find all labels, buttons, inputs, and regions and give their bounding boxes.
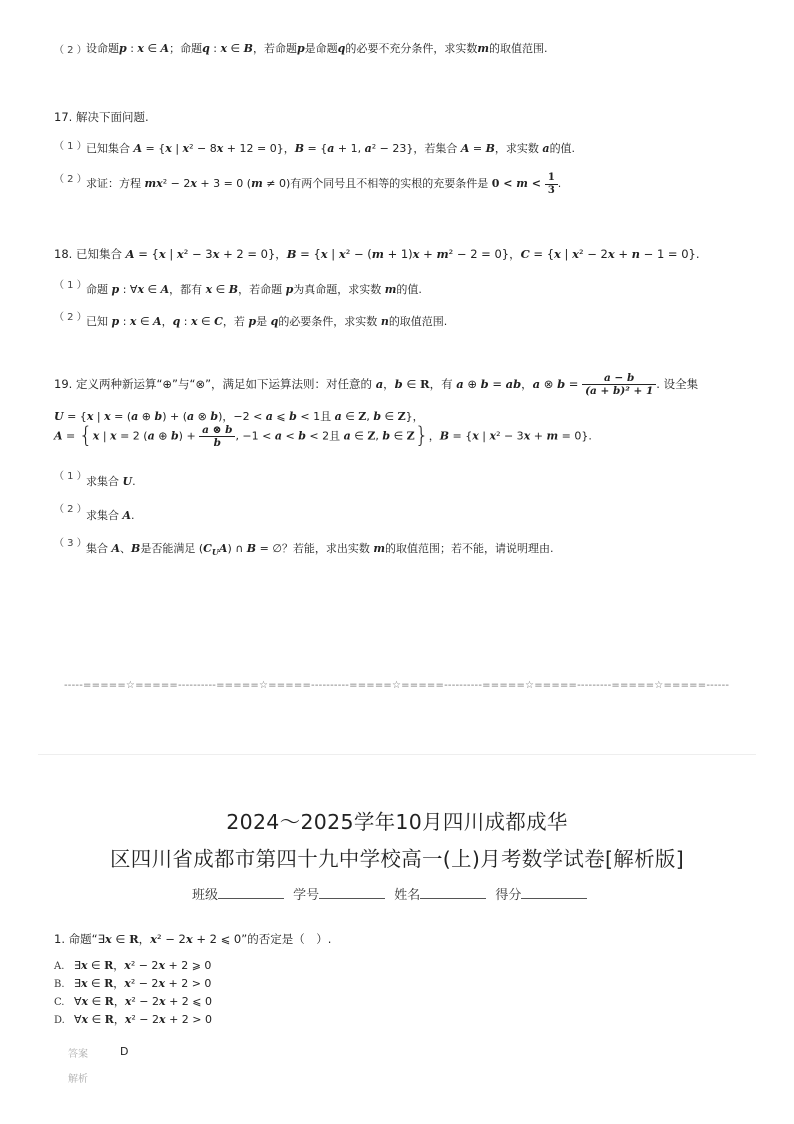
q19-line-U: U = {x | x = (a ⊕ b) + (a ⊗ b)，−2 < a ⩽ b < 1且 a ∈ Z, b ∈ Z}， bbox=[54, 410, 424, 423]
q18-head: 18. 已知集合 A = {x | x² − 3x + 2 = 0}，B = {x | x² − (m + 1)x + m² − 2 = 0}，C = {x | x² − 2x + n − 1 = 0}. bbox=[54, 247, 700, 261]
star-separator: -----=====☆=====----------=====☆=====----------=====☆=====----------=====☆=====---------=====☆=====------ bbox=[64, 680, 730, 691]
q19-head: 19. 定义两种新运算“⊕”与“⊗”，满足如下运算法则：对任意的 a，b ∈ R，有 a ⊕ b = ab，a ⊗ b = $\frac{a - b}{\text{(a + b)² + 1}}$ . 设全集 bbox=[54, 372, 699, 398]
q1-option-b[interactable]: B. ∃x ∈ R，x² − 2x + 2 > 0 bbox=[54, 977, 212, 990]
class-label: 班级 bbox=[192, 888, 219, 903]
class-blank[interactable] bbox=[218, 886, 284, 899]
exam-title-line1: 2024～2025学年10月四川成都成华 bbox=[226, 810, 568, 834]
q17-part1-label: （ 1 ） bbox=[54, 141, 87, 152]
exam-title-line2: 区四川省成都市第四十九中学校高一(上)月考数学试卷[解析版] bbox=[110, 847, 684, 871]
q1-option-c[interactable]: C. ∀x ∈ R，x² − 2x + 2 ⩽ 0 bbox=[54, 995, 212, 1008]
q18-part1-text: 命题 p : ∀x ∈ A，都有 x ∈ B，若命题 p为真命题，求实数 m的值. bbox=[86, 283, 422, 296]
q16-part2-label: （ 2 ） bbox=[54, 45, 87, 56]
q17-part2-label: （ 2 ） bbox=[54, 174, 87, 185]
q18-part2-label: （ 2 ） bbox=[54, 312, 87, 323]
answer-label: 答案 bbox=[68, 1049, 88, 1060]
q17-head: 17. 解决下面问题. bbox=[54, 110, 149, 124]
number-blank[interactable] bbox=[319, 886, 385, 899]
q16-part2-text: 设命题p : x ∈ A；命题q : x ∈ B，若命题p是命题q的必要不充分条件，求实数m的取值范围. bbox=[86, 42, 548, 55]
q19-line-A: A = {x | x = 2 (a ⊕ b) + $\frac{a \otimes b}{b}$ , −1 < a < b < 2且 a ∈ Z, b ∈ Z}，B = {x | x² − 3x + m = 0}. bbox=[54, 423, 592, 450]
page-divider bbox=[38, 754, 756, 755]
q19-part1-text: 求集合 U. bbox=[86, 475, 136, 488]
q19-part3-text: 集合 A、B是否能满足 $(C_UA)$ ∩ B = ∅？若能，求出实数 m的取值范围；若不能，请说明理由. bbox=[86, 542, 554, 558]
q1-option-a[interactable]: A. ∃x ∈ R，x² − 2x + 2 ⩾ 0 bbox=[54, 959, 212, 972]
answer-value: D bbox=[120, 1045, 129, 1058]
q18-part1-label: （ 1 ） bbox=[54, 280, 87, 291]
q1-stem: 1. 命题“∃x ∈ R，x² − 2x + 2 ⩽ 0”的否定是（ ）. bbox=[54, 932, 332, 946]
q18-part2-text: 已知 p : x ∈ A，q : x ∈ C，若 p是 q的必要条件，求实数 n的取值范围. bbox=[86, 315, 448, 328]
number-label: 学号 bbox=[293, 888, 320, 903]
q17-part1-text: 已知集合 A = {x | x² − 8x + 12 = 0}，B = {a + 1, a² − 23}，若集合 A = B，求实数 a的值. bbox=[86, 142, 576, 155]
student-fields bbox=[192, 884, 591, 903]
q19-part2-label: （ 2 ） bbox=[54, 504, 87, 515]
q19-part3-label: （ 3 ） bbox=[54, 538, 87, 549]
q17-part2-text: 求证：方程 mx² − 2x + 3 = 0 (m ≠ 0)有两个同号且不相等的实根的充要条件是 0 < m < $\frac{1}{3}$ . bbox=[86, 172, 562, 196]
score-blank[interactable] bbox=[521, 886, 587, 899]
q19-part2-text: 求集合 A. bbox=[86, 509, 135, 522]
q19-part1-label: （ 1 ） bbox=[54, 471, 87, 482]
score-label: 得分 bbox=[495, 888, 522, 903]
name-blank[interactable] bbox=[420, 886, 486, 899]
name-label: 姓名 bbox=[394, 888, 421, 903]
analysis-label: 解析 bbox=[68, 1074, 88, 1085]
q1-option-d[interactable]: D. ∀x ∈ R，x² − 2x + 2 > 0 bbox=[54, 1013, 212, 1026]
